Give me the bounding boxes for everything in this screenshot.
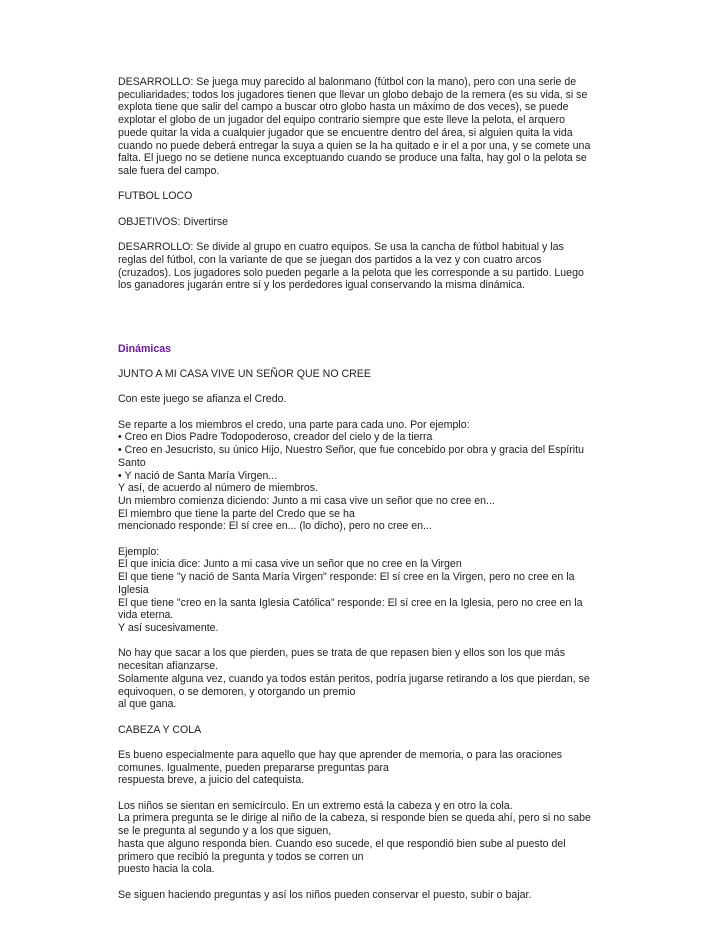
text-line: mencionado responde: El sí cree en... (lo dicho), pero no cree en... <box>118 520 432 533</box>
text-line: No hay que sacar a los que pierden, pues se trata de que repasen bien y ellos son los que más <box>118 647 565 660</box>
paragraph <box>118 190 598 203</box>
text-line: OBJETIVOS: Divertirse <box>118 215 229 228</box>
paragraph <box>118 216 598 229</box>
text-line: falta. El juego no se detiene nunca exceptuando cuando se produce una falta, hay gol o la pelota se <box>118 152 587 165</box>
text-line: JUNTO A MI CASA VIVE UN SEÑOR QUE NO CREE <box>118 367 371 380</box>
text-line: • Creo en Dios Padre Todopoderoso, creador del cielo y de la tierra <box>118 431 433 444</box>
paragraph <box>118 647 598 711</box>
text-line: Los niños se sientan en semicírculo. En un extremo está la cabeza y en otro la cola. <box>118 799 513 812</box>
text-line: Ejemplo: <box>118 545 160 558</box>
text-line: Y así sucesivamente. <box>118 622 219 634</box>
text-line: Y así, de acuerdo al número de miembros. <box>118 482 319 495</box>
document-body <box>118 76 598 914</box>
text-line: DESARROLLO: Se divide al grupo en cuatro equipos. Se usa la cancha de fútbol habitual y las <box>118 241 564 254</box>
text-line: hasta que alguno responda bien. Cuando eso sucede, el que respondió bien sube al puesto del <box>118 837 566 850</box>
paragraph <box>118 546 598 635</box>
text-line: Solamente alguna vez, cuando ya todos están peritos, podría jugarse retirando a los que pierdan, se <box>118 672 590 685</box>
text-line: FUTBOL LOCO <box>118 190 193 203</box>
paragraph <box>118 724 598 737</box>
text-line: • Y nació de Santa María Virgen... <box>118 469 278 482</box>
text-line: Santo <box>118 456 146 469</box>
text-line: necesitan afianzarse. <box>118 660 219 673</box>
text-line: El que tiene "creo en la santa Iglesia Católica" responde: El sí cree en la Iglesia, pero no cree en la <box>118 596 583 609</box>
text-line: El que inicia dice: Junto a mi casa vive un señor que no cree en la Virgen <box>118 558 462 571</box>
text-line: puesto hacia la cola. <box>118 863 215 876</box>
text-line: La primera pregunta se le dirige al niño de la cabeza, si responde bien se queda ahí, pero si no sabe <box>118 812 591 825</box>
text-line: El que tiene "y nació de Santa María Virgen" responde: El sí cree en la Virgen, pero no cree en la <box>118 571 575 584</box>
paragraph <box>118 76 598 178</box>
text-line: sale fuera del campo. <box>118 164 220 177</box>
section-spacer <box>118 305 598 343</box>
text-line: peculiaridades; todos los jugadores tienen que llevar un globo debajo de la remera (es su vida, si se <box>118 88 588 101</box>
text-line: Iglesia <box>118 583 149 596</box>
text-line: CABEZA Y COLA <box>118 723 202 736</box>
paragraph <box>118 800 598 876</box>
text-line: los ganadores jugarán entre sí y los perdedores igual conservando la misma dinámica. <box>118 279 525 292</box>
text-line: (cruzados). Los jugadores solo pueden pegarle a la pelota que les corresponde a su partido. Luego <box>118 266 584 279</box>
paragraph <box>118 749 598 787</box>
text-line: Es bueno especialmente para aquello que hay que aprender de memoria, o para las oraciones <box>118 748 563 761</box>
text-line: equivoquen, o se demoren, y otorgando un premio <box>118 685 356 698</box>
text-line: Un miembro comienza diciendo: Junto a mi casa vive un señor que no cree en... <box>118 494 495 507</box>
text-line: al que gana. <box>118 698 177 711</box>
text-line: El miembro que tiene la parte del Credo que se ha <box>118 507 355 520</box>
text-line: comunes. Igualmente, pueden prepararse preguntas para <box>118 761 389 774</box>
paragraph <box>118 889 598 902</box>
text-line: Con este juego se afianza el Credo. <box>118 393 287 406</box>
text-line: Se siguen haciendo preguntas y así los niños pueden conservar el puesto, subir o bajar. <box>118 888 532 901</box>
text-line: DESARROLLO: Se juega muy parecido al balonmano (fútbol con la mano), pero con una serie de <box>118 76 577 88</box>
text-line: puede quitar la vida a cualquier jugador que se encuentre dentro del área, si alguien quita la vida <box>118 126 573 139</box>
paragraph <box>118 419 598 533</box>
text-line: cuando no puede deberá entregar la suya a quien se la ha quitado e ir el a por una, y se comete una <box>118 139 591 152</box>
text-line: explota tiene que salir del campo a buscar otro globo hasta un máximo de dos veces), se puede <box>118 101 569 114</box>
text-line: se le pregunta al segundo y a los que siguen, <box>118 825 332 838</box>
text-line: respuesta breve, a juicio del catequista. <box>118 774 305 787</box>
paragraph <box>118 241 598 292</box>
paragraph <box>118 393 598 406</box>
text-line: vida eterna. <box>118 609 174 622</box>
text-line: Se reparte a los miembros el credo, una parte para cada uno. Por ejemplo: <box>118 418 470 431</box>
text-line: primero que recibió la pregunta y todos se corren un <box>118 850 364 863</box>
text-line: explotar el globo de un jugador del equipo contrario siempre que este lleve la pelota, el arquero <box>118 114 565 127</box>
paragraph <box>118 368 598 381</box>
section-heading: Dinámicas <box>118 342 171 355</box>
text-line: • Creo en Jesucristo, su único Hijo, Nuestro Señor, que fue concebido por obra y gracia del Espíritu <box>118 444 584 457</box>
text-line: reglas del fútbol, con la variante de que se juegan dos partidos a la vez y con cuatro arcos <box>118 253 542 266</box>
